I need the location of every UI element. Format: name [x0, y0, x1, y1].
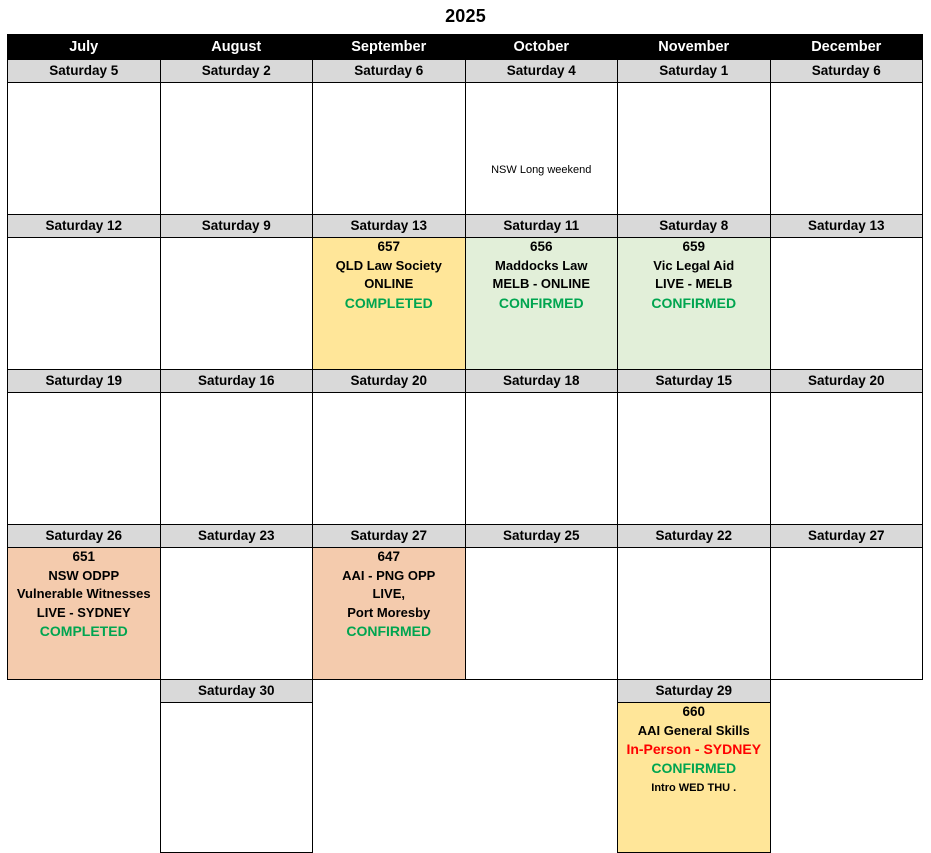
- event-cell[interactable]: [160, 703, 313, 853]
- date-cell: Saturday 19: [8, 370, 161, 393]
- event-cell-660[interactable]: [618, 703, 771, 853]
- date-cell: Saturday 20: [313, 370, 466, 393]
- date-row: [8, 525, 923, 548]
- date-cell: Saturday 16: [160, 370, 313, 393]
- event-cell[interactable]: [8, 393, 161, 525]
- date-cell: Saturday 8: [618, 215, 771, 238]
- date-cell-empty: [8, 680, 161, 703]
- event-cell[interactable]: [618, 83, 771, 215]
- event-cell-empty: [465, 703, 618, 853]
- date-cell: Saturday 5: [8, 60, 161, 83]
- date-cell: Saturday 9: [160, 215, 313, 238]
- event-cell-empty: [770, 703, 923, 853]
- date-cell: Saturday 15: [618, 370, 771, 393]
- event-cell[interactable]: [313, 83, 466, 215]
- event-mode-highlight: In-Person - SYDNEY: [626, 741, 762, 757]
- event-cell-nsw-long-weekend[interactable]: [465, 83, 618, 215]
- event-cell-656[interactable]: [465, 238, 618, 370]
- month-header-july: July: [8, 35, 161, 60]
- event-row: [8, 703, 923, 853]
- event-client: AAI General Skills: [637, 722, 750, 738]
- event-row: [8, 83, 923, 215]
- date-row: [8, 370, 923, 393]
- event-row: [8, 548, 923, 680]
- date-cell-empty: [313, 680, 466, 703]
- date-row: [8, 215, 923, 238]
- event-client: Maddocks Law: [495, 257, 588, 273]
- date-cell: Saturday 12: [8, 215, 161, 238]
- event-note: Intro WED THU .: [651, 782, 737, 794]
- event-client: AAI - PNG OPP: [342, 567, 436, 583]
- date-cell: Saturday 2: [160, 60, 313, 83]
- event-mode: MELB - ONLINE: [492, 276, 590, 291]
- date-cell: Saturday 27: [313, 525, 466, 548]
- event-cell[interactable]: [618, 548, 771, 680]
- event-code: 656: [529, 239, 553, 254]
- event-code: 659: [682, 239, 706, 254]
- date-cell: Saturday 13: [313, 215, 466, 238]
- event-row: [8, 238, 923, 370]
- date-cell: Saturday 6: [770, 60, 923, 83]
- event-cell-659[interactable]: [618, 238, 771, 370]
- event-location: Port Moresby: [347, 604, 431, 620]
- month-header-august: August: [160, 35, 313, 60]
- event-code: 660: [682, 704, 706, 719]
- event-cell[interactable]: [770, 393, 923, 525]
- month-header-september: September: [313, 35, 466, 60]
- date-cell: Saturday 11: [465, 215, 618, 238]
- status-badge: COMPLETED: [39, 623, 128, 639]
- event-cell[interactable]: [8, 238, 161, 370]
- date-row: [8, 680, 923, 703]
- date-cell: Saturday 1: [618, 60, 771, 83]
- date-cell: Saturday 30: [160, 680, 313, 703]
- event-cell-647[interactable]: [313, 548, 466, 680]
- event-cell[interactable]: [465, 548, 618, 680]
- status-badge: CONFIRMED: [651, 759, 737, 776]
- event-cell[interactable]: [313, 393, 466, 525]
- status-badge: COMPLETED: [344, 294, 433, 311]
- status-badge: CONFIRMED: [346, 623, 432, 639]
- event-topic: Vulnerable Witnesses: [16, 586, 151, 601]
- event-cell[interactable]: [160, 548, 313, 680]
- calendar-table: [7, 34, 923, 853]
- event-cell-657[interactable]: [313, 238, 466, 370]
- event-code: 651: [72, 549, 96, 564]
- nsw-long-weekend-note: NSW Long weekend: [491, 164, 592, 176]
- event-row: [8, 393, 923, 525]
- date-cell: Saturday 4: [465, 60, 618, 83]
- event-cell[interactable]: [770, 548, 923, 680]
- date-row: [8, 60, 923, 83]
- date-cell: Saturday 22: [618, 525, 771, 548]
- event-mode: LIVE,: [372, 586, 405, 601]
- event-mode: LIVE - MELB: [655, 276, 733, 291]
- month-header-row: [8, 35, 923, 60]
- page-title: 2025: [445, 6, 486, 26]
- date-cell: Saturday 29: [618, 680, 771, 703]
- event-cell[interactable]: [160, 83, 313, 215]
- date-cell: Saturday 13: [770, 215, 923, 238]
- date-cell: Saturday 25: [465, 525, 618, 548]
- event-cell-651[interactable]: [8, 548, 161, 680]
- date-cell: Saturday 6: [313, 60, 466, 83]
- date-cell: Saturday 20: [770, 370, 923, 393]
- event-mode: ONLINE: [364, 276, 414, 291]
- event-mode: LIVE - SYDNEY: [36, 604, 131, 620]
- date-cell: Saturday 23: [160, 525, 313, 548]
- date-cell: Saturday 27: [770, 525, 923, 548]
- event-code: 647: [377, 549, 401, 564]
- status-badge: CONFIRMED: [651, 294, 737, 311]
- date-cell-empty: [465, 680, 618, 703]
- date-cell-empty: [770, 680, 923, 703]
- event-client: Vic Legal Aid: [653, 257, 735, 273]
- date-cell: Saturday 18: [465, 370, 618, 393]
- month-header-november: November: [618, 35, 771, 60]
- event-client: NSW ODPP: [48, 567, 120, 583]
- event-cell[interactable]: [618, 393, 771, 525]
- event-client: QLD Law Society: [335, 257, 442, 273]
- event-cell[interactable]: [160, 238, 313, 370]
- event-code: 657: [377, 239, 401, 254]
- event-cell-empty: [8, 703, 161, 853]
- date-cell: Saturday 26: [8, 525, 161, 548]
- event-cell[interactable]: [770, 238, 923, 370]
- event-cell[interactable]: [160, 393, 313, 525]
- event-cell-empty: [313, 703, 466, 853]
- event-cell[interactable]: [770, 83, 923, 215]
- month-header-december: December: [770, 35, 923, 60]
- event-cell[interactable]: [465, 393, 618, 525]
- event-cell[interactable]: [8, 83, 161, 215]
- status-badge: CONFIRMED: [498, 294, 584, 311]
- month-header-october: October: [465, 35, 618, 60]
